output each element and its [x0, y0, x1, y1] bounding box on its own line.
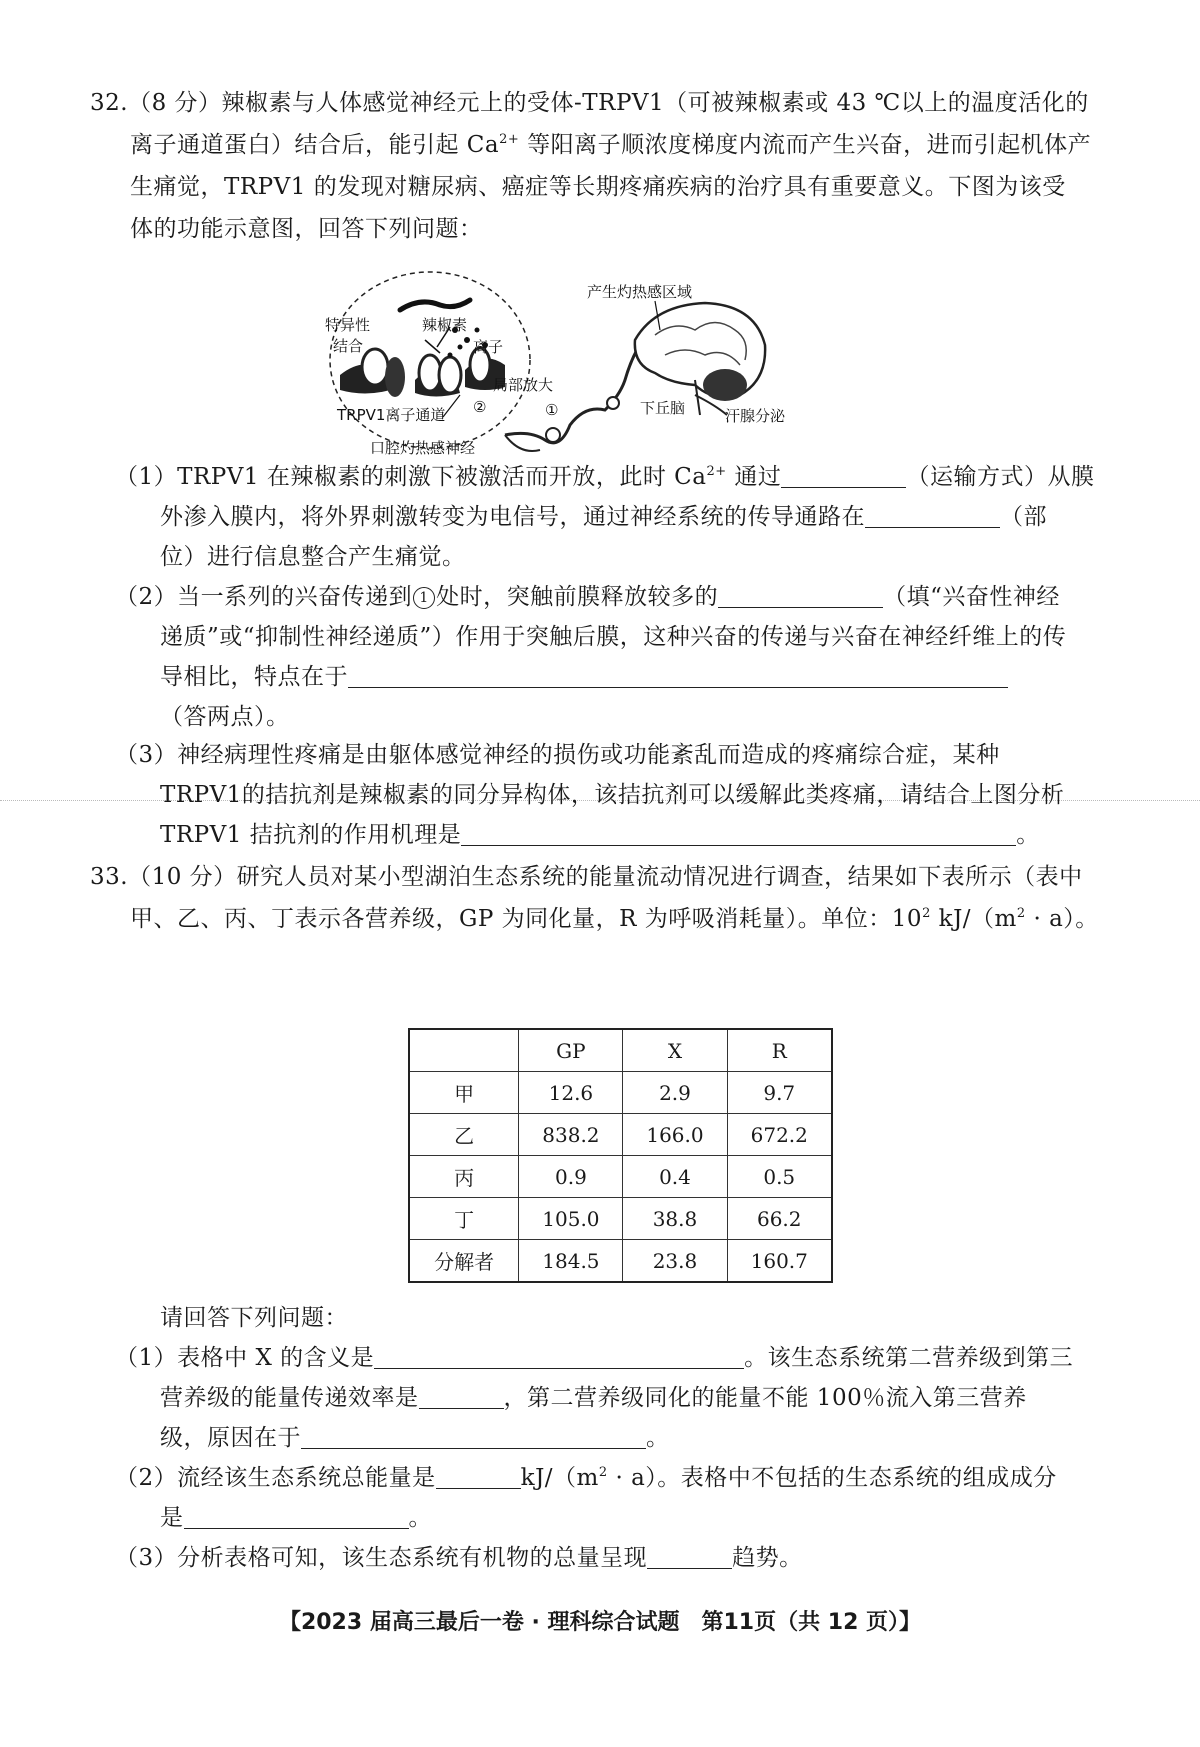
q32-p1-line-2: 外渗入膜内，将外界刺激转变为电信号，通过神经系统的传导通路在 （部: [160, 504, 1047, 530]
table-row: [409, 1198, 832, 1240]
table-row: [409, 1072, 832, 1114]
q33-p1-line-2: 营养级的能量传递效率是 ，第二营养级同化的能量不能 100％流入第三营养: [160, 1385, 1027, 1411]
mark-2: ②: [473, 398, 487, 416]
table-cell: 丁: [409, 1198, 519, 1240]
label-specific-binding-1: 特异性: [325, 316, 371, 334]
synapse-1-icon: [546, 428, 560, 442]
q33-p1-line-1: （1）表格中 X 的含义是 。该生态系统第二营养级到第三: [115, 1345, 1074, 1371]
q32-p3-line-1: （3）神经病理性疼痛是由躯体感觉神经的损伤或功能紊乱而造成的疼痛综合症，某种: [115, 742, 1000, 768]
table-cell: 160.7: [727, 1240, 832, 1283]
table-cell: 12.6: [519, 1072, 623, 1114]
answer-blank-33-3[interactable]: [647, 1544, 732, 1569]
table-cell: 672.2: [727, 1114, 832, 1156]
table-cell: 0.9: [519, 1156, 623, 1198]
answer-blank-32-2b[interactable]: [348, 663, 1008, 688]
trpv1-function-diagram: [325, 283, 875, 485]
table-cell: 2.9: [623, 1072, 727, 1114]
table-cell: 23.8: [623, 1240, 727, 1283]
label-trpv1-channel: TRPV1离子通道: [337, 406, 446, 424]
table-cell: 184.5: [519, 1240, 623, 1283]
table-header-cell: R: [727, 1029, 832, 1072]
q32-line-4: 体的功能示意图，回答下列问题：: [130, 216, 483, 242]
q32-p3-line-3: TRPV1 拮抗剂的作用机理是 。: [160, 822, 1040, 848]
answer-blank-32-3[interactable]: [461, 821, 1016, 846]
table-cell: 9.7: [727, 1072, 832, 1114]
q33-line-1: 33.（10 分）研究人员对某小型湖泊生态系统的能量流动情况进行调查，结果如下表所示（表中: [90, 864, 1083, 890]
answer-blank-32-1b[interactable]: [865, 503, 1000, 528]
q32-p1-line-1: （1）TRPV1 在辣椒素的刺激下被激活而开放，此时 $Ca^{2+}$ 通过 （运输方式）从膜: [115, 464, 1095, 490]
table-cell: 105.0: [519, 1198, 623, 1240]
table-cell: 0.4: [623, 1156, 727, 1198]
q33-line-2: 甲、乙、丙、丁表示各营养级，GP 为同化量，R 为呼吸消耗量）。单位：$10^2$ $kJ/(m^2 \cdot a)$。: [130, 906, 1099, 932]
circle-mark-1: 1: [413, 587, 435, 609]
page-footer: 【2023 届高三最后一卷 · 理科综合试题 第11页（共 12 页）】: [278, 1610, 922, 1635]
label-oral-nerve: 口腔灼热感神经: [370, 439, 476, 457]
answer-blank-33-2a[interactable]: [436, 1464, 521, 1489]
q32-p2-line-2: 递质”或“抑制性神经递质”）作用于突触后膜，这种兴奋的传递与兴奋在神经纤维上的传: [160, 624, 1067, 650]
answer-blank-32-2a[interactable]: [718, 583, 883, 608]
table-row: [409, 1240, 832, 1283]
table-header-cell: GP: [519, 1029, 623, 1072]
answer-blank-32-1a[interactable]: [781, 463, 906, 488]
q33-p2-line-1: （2）流经该生态系统总能量是 $kJ/(m^2 \cdot a)$。表格中不包括的生态系统的组成成分: [115, 1465, 1057, 1491]
table-cell: 乙: [409, 1114, 519, 1156]
label-burning-region: 产生灼热感区域: [587, 283, 693, 301]
synapse-2-icon: [607, 397, 619, 409]
capsaicin-molecule-icon: [400, 300, 470, 310]
q33-prompt: 请回答下列问题：: [160, 1305, 348, 1331]
q32-p2-line-4: （答两点）。: [160, 704, 290, 730]
q33-p2-line-2: 是 。: [160, 1505, 432, 1531]
q32-line-2: 离子通道蛋白）结合后，能引起 $Ca^{2+}$ 等阳离子顺浓度梯度内流而产生兴奋，进而引起机体产: [130, 132, 1092, 158]
table-cell: 分解者: [409, 1240, 519, 1283]
q32-p1-line-3: 位）进行信息整合产生痛觉。: [160, 544, 466, 570]
table-row: [409, 1114, 832, 1156]
answer-blank-33-1a[interactable]: [374, 1344, 744, 1369]
label-partial-enlarge: 局部放大: [493, 376, 554, 394]
label-ion: 离子: [473, 338, 504, 356]
answer-blank-33-1b[interactable]: [419, 1384, 504, 1409]
q33-p1-line-3: 级，原因在于 。: [160, 1425, 670, 1451]
table-cell: 甲: [409, 1072, 519, 1114]
label-specific-binding-2: 结合: [333, 337, 364, 355]
label-sweat-gland: 汗腺分泌: [725, 407, 786, 425]
table-cell: 38.8: [623, 1198, 727, 1240]
q32-p2-line-3: 导相比，特点在于: [160, 662, 1008, 692]
table-cell: 丙: [409, 1156, 519, 1198]
table-header-cell: X: [623, 1029, 727, 1072]
table-cell: 0.5: [727, 1156, 832, 1198]
answer-blank-33-1c[interactable]: [301, 1424, 646, 1449]
table-row: [409, 1156, 832, 1198]
table-cell: 166.0: [623, 1114, 727, 1156]
energy-flow-table: [408, 1028, 833, 1283]
table-header-cell: [409, 1029, 519, 1072]
q33-p3-line-1: （3）分析表格可知，该生态系统有机物的总量呈现 趋势。: [115, 1545, 803, 1571]
mark-1: ①: [545, 401, 559, 419]
table-cell: 838.2: [519, 1114, 623, 1156]
q32-line-1: 32.（8 分）辣椒素与人体感觉神经元上的受体-TRPV1（可被辣椒素或 43 ℃以上的温度活化的: [90, 90, 1089, 116]
answer-blank-33-2b[interactable]: [184, 1504, 409, 1529]
table-header-row: [409, 1029, 832, 1072]
q32-p2-line-1: （2）当一系列的兴奋传递到 1 处时，突触前膜释放较多的 （填“兴奋性神经: [115, 584, 1060, 610]
q32-p3-line-2: TRPV1的拮抗剂是辣椒素的同分异构体，该拮抗剂可以缓解此类疼痛，请结合上图分析: [160, 782, 1065, 808]
label-capsaicin: 辣椒素: [422, 316, 468, 334]
table-cell: 66.2: [727, 1198, 832, 1240]
label-hypothalamus: 下丘脑: [640, 399, 686, 417]
q32-line-3: 生痛觉，TRPV1 的发现对糖尿病、癌症等长期疼痛疾病的治疗具有重要意义。下图为该受: [130, 174, 1066, 200]
